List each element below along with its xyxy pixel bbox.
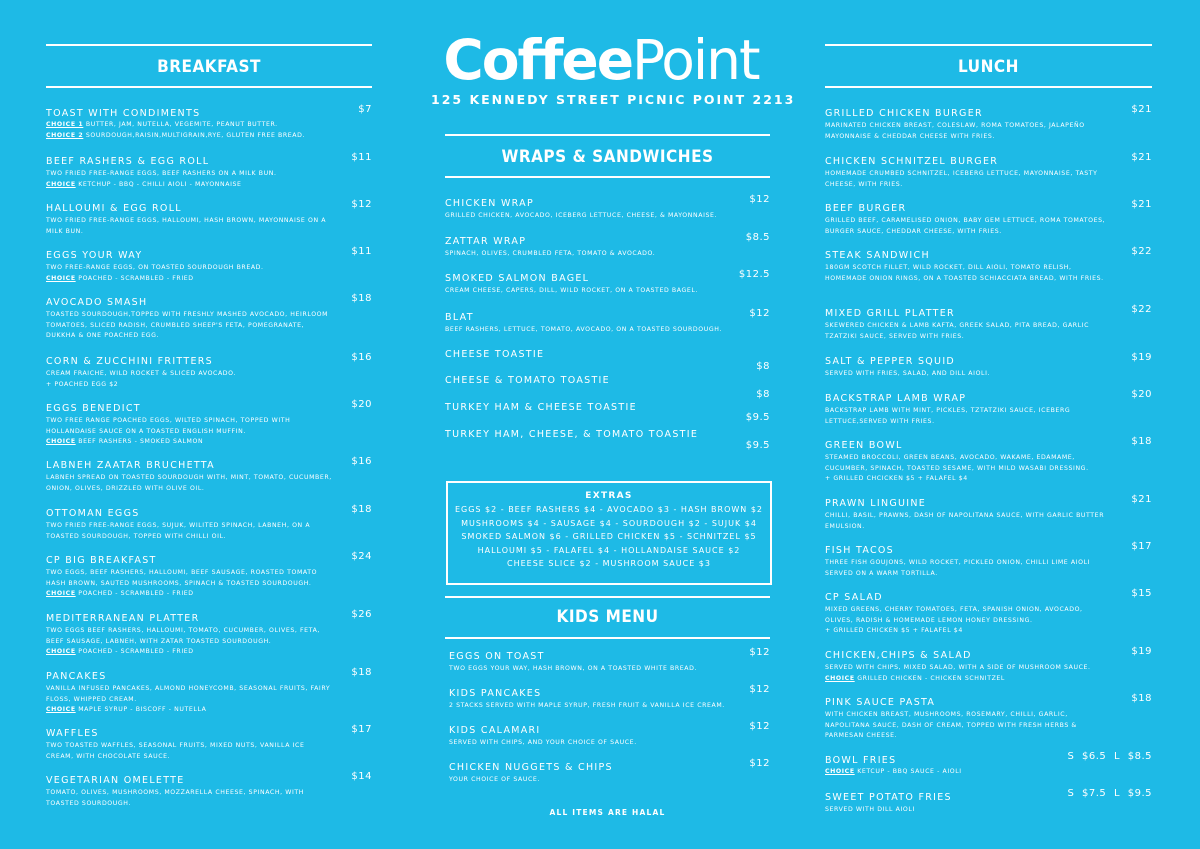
item-price: $21 [1131, 104, 1152, 115]
item-description: YOUR CHOICE OF SAUCE. [449, 776, 540, 783]
item-option: CHOICE KETCUP - BBQ SAUCE - AIOLI [825, 768, 962, 775]
item-description: TWO FRIED FREE-RANGE EGGS, BEEF RASHERS ON A MILK BUN. [46, 170, 277, 177]
item-price: $12 [749, 647, 770, 658]
item-name: CP SALAD [825, 592, 883, 603]
menu-item [449, 721, 770, 749]
item-name: CHICKEN,CHIPS & SALAD [825, 650, 972, 661]
item-description: SERVED WITH DILL AIOLI [825, 806, 915, 813]
menu-item [46, 504, 372, 542]
divider [445, 596, 770, 598]
item-name: KIDS CALAMARI [449, 725, 541, 736]
menu-item [825, 588, 1152, 637]
item-description: CREAM CHEESE, CAPERS, DILL, WILD ROCKET, ON A TOASTED BAGEL. [445, 287, 698, 294]
toastie-price: $8 [756, 361, 770, 372]
divider [825, 44, 1152, 46]
item-option: CHOICE POACHED - SCRAMBLED - FRIED [46, 648, 194, 655]
item-price: $12 [749, 194, 770, 205]
item-name: BLAT [445, 312, 474, 323]
menu-item [46, 771, 372, 809]
wraps-title: WRAPS & SANDWICHES [501, 147, 714, 167]
item-price: $12.5 [738, 269, 770, 280]
item-description: 180GM SCOTCH FILLET, WILD ROCKET, DILL AIOLI, TOMATO RELISH, HOMEMADE ONION RINGS, ON A TOASTED SCHIACCIATA BREAD, WITH FRIES. [825, 264, 1104, 282]
item-price: $12 [749, 308, 770, 319]
item-price: $22 [1131, 304, 1152, 315]
item-description: TOMATO, OLIVES, MUSHROOMS, MOZZARELLA CHEESE, SPINACH, WITH TOASTED SOURDOUGH. [46, 789, 305, 807]
item-name: KIDS PANCAKES [449, 688, 542, 699]
item-price: $21 [1131, 494, 1152, 505]
item-description: SKEWERED CHICKEN & LAMB KAFTA, GREEK SALAD, PITA BREAD, GARLIC TZATZIKI SAUCE, SERVED WITH FRIES. [825, 322, 1090, 340]
item-description: SPINACH, OLIVES, CRUMBLED FETA, TOMATO & AVOCADO. [445, 250, 656, 257]
item-name: GREEN BOWL [825, 440, 903, 451]
item-description: BACKSTRAP LAMB WITH MINT, PICKLES, TZTATZIKI SAUCE, ICEBERG LETTUCE,SERVED WITH FRIES. [825, 407, 1071, 425]
brand-logo: CoffeePoint [443, 28, 759, 92]
item-name: FISH TACOS [825, 545, 894, 556]
extras-line: EGGS $2 - BEEF RASHERS $4 - AVOCADO $3 - HASH BROWN $2 [454, 505, 764, 514]
lunch-title: LUNCH [958, 57, 1019, 77]
item-description: SERVED WITH CHIPS, AND YOUR CHOICE OF SAUCE. [449, 739, 637, 746]
divider [445, 637, 770, 639]
item-description: BEEF RASHERS, LETTUCE, TOMATO, AVOCADO, ON A TOASTED SOURDOUGH. [445, 326, 722, 333]
item-price: $7 [358, 104, 372, 115]
item-price: $16 [351, 352, 372, 363]
item-addon: + GRILLED CHICKEN $5 + FALAFEL $4 [825, 627, 963, 634]
toastie-price: $9.5 [745, 440, 770, 451]
item-price: $15 [1131, 588, 1152, 599]
breakfast-column [46, 0, 372, 849]
menu-item [825, 751, 1152, 778]
halal-note: ALL ITEMS ARE HALAL [549, 808, 666, 817]
item-name: BACKSTRAP LAMB WRAP [825, 393, 967, 404]
item-price: $17 [351, 724, 372, 735]
extras-line: MUSHROOMS $4 - SAUSAGE $4 - SOURDOUGH $2 - SUJUK $4 [461, 518, 757, 528]
menu-item [46, 399, 372, 448]
item-name: OTTOMAN EGGS [46, 508, 140, 519]
item-price: $18 [351, 293, 372, 304]
item-description: THREE FISH GOUJONS, WILD ROCKET, PICKLED ONION, CHILLI LIME AIOLI SERVED ON A WARM TORTILLA. [825, 559, 1091, 577]
extras-line: SMOKED SALMON $6 - GRILLED CHICKEN $5 - SCHNITZEL $5 [461, 532, 757, 541]
menu-item [46, 667, 372, 716]
item-price: $12 [749, 684, 770, 695]
menu-item [46, 551, 372, 600]
menu-item [825, 352, 1152, 380]
item-price: $18 [351, 667, 372, 678]
item-name: WAFFLES [46, 728, 99, 739]
menu-item [825, 304, 1152, 342]
item-name: AVOCADO SMASH [46, 297, 148, 308]
item-description: TWO EGGS, BEEF RASHERS, HALLOUMI, BEEF SAUSAGE, ROASTED TOMATO HASH BROWN, SAUTED MUSHROOMS, SPINACH & TOASTED SOURDOUGH. [46, 569, 318, 587]
item-description: WITH CHICKEN BREAST, MUSHROOMS, ROSEMARY, CHILLI, GARLIC, NAPOLITANA SAUCE, DASH OF CREAM, TOPPED WITH FRESH HERBS & PARMESAN CHEESE. [825, 711, 1077, 739]
item-price: $14 [351, 771, 372, 782]
item-price: S $6.5 L $8.5 [1067, 751, 1152, 762]
menu-item [445, 269, 770, 297]
item-description: TWO FRIED FREE-RANGE EGGS, HALLOUMI, HASH BROWN, MAYONNAISE ON A MILK BUN. [46, 217, 327, 235]
menu-item [825, 693, 1152, 742]
item-name: CP BIG BREAKFAST [46, 555, 157, 566]
menu-item [825, 788, 1152, 816]
item-description: HOMEMADE CRUMBED SCHNITZEL, ICEBERG LETTUCE, MAYONNAISE, TASTY CHEESE, WITH FRIES. [825, 170, 1098, 188]
item-price: $11 [351, 152, 372, 163]
toastie-price: $9.5 [745, 412, 770, 423]
divider [825, 86, 1152, 88]
item-description: MARINATED CHICKEN BREAST, COLESLAW, ROMA TOMATOES, JALAPEÑO MAYONNAISE & CHEDDAR CHEESE WITH FRIES. [825, 122, 1085, 140]
item-name: GRILLED CHICKEN BURGER [825, 108, 983, 119]
menu-item [825, 436, 1152, 485]
item-name: VEGETARIAN OMELETTE [46, 775, 185, 786]
item-option: CHOICE POACHED - SCRAMBLED - FRIED [46, 274, 194, 282]
middle-column [445, 0, 770, 849]
toastie-item: TURKEY HAM & CHEESE TOASTIE [445, 402, 637, 413]
menu-item [449, 758, 770, 786]
item-name: MEDITERRANEAN PLATTER [46, 613, 200, 624]
item-description: TOASTED SOURDOUGH,TOPPED WITH FRESHLY MASHED AVOCADO, HEIRLOOM TOMATOES, SLICED RADISH, CRUMBLED SHEEP'S FETA, POMEGRANATE, DUKKHA & ONE POACHED EGG. [46, 311, 329, 339]
item-option: CHOICE KETCHUP - BBQ - CHILLI AIOLI - MAYONNAISE [46, 180, 242, 188]
item-description: SERVED WITH CHIPS, MIXED SALAD, WITH A SIDE OF MUSHROOM SAUCE. [825, 664, 1091, 671]
toastie-item: TURKEY HAM, CHEESE, & TOMATO TOASTIE [445, 429, 699, 440]
item-price: $8.5 [745, 232, 770, 243]
toastie-item: CHEESE TOASTIE [445, 349, 545, 360]
menu-item [825, 199, 1152, 237]
extras-box [446, 481, 772, 585]
menu-item [445, 232, 770, 260]
menu-item [825, 104, 1152, 142]
item-price: $22 [1131, 246, 1152, 257]
item-description: TWO FRIED FREE-RANGE EGGS, SUJUK, WILITED SPINACH, LABNEH, ON A TOASTED SOURDOUGH, TOPPED WITH CHILLI OIL. [46, 522, 311, 540]
item-price: $12 [351, 199, 372, 210]
item-name: STEAK SANDWICH [825, 250, 930, 261]
menu-item [825, 494, 1152, 532]
menu-item [46, 104, 372, 141]
extras-title: EXTRAS [585, 491, 633, 501]
item-price: $18 [1131, 693, 1152, 704]
menu-item [46, 152, 372, 190]
item-name: BOWL FRIES [825, 755, 897, 766]
item-description: TWO TOASTED WAFFLES, SEASONAL FRUITS, MIXED NUTS, VANILLA ICE CREAM, WITH CHOCOLATE SAUCE. [46, 742, 305, 760]
item-description: 2 STACKS SERVED WITH MAPLE SYRUP, FRESH FRUIT & VANILLA ICE CREAM. [449, 702, 725, 709]
item-addon: + GRILLED CHCICKEN $5 + FALAFEL $4 [825, 475, 968, 482]
item-option: CHOICE BEEF RASHERS - SMOKED SALMON [46, 438, 204, 445]
extras-line: HALLOUMI $5 - FALAFEL $4 - HOLLANDAISE SAUCE $2 [477, 545, 741, 555]
item-price: $20 [1131, 389, 1152, 400]
item-price: $21 [1131, 152, 1152, 163]
item-name: PANCAKES [46, 671, 107, 682]
item-price: $11 [351, 246, 372, 257]
item-description: TWO EGGS YOUR WAY, HASH BROWN, ON A TOASTED WHITE BREAD. [449, 665, 698, 672]
item-name: HALLOUMI & EGG ROLL [46, 203, 182, 214]
item-description: TWO FREE-RANGE EGGS, ON TOASTED SOURDOUGH BREAD. [46, 264, 264, 271]
menu-item [46, 293, 372, 342]
item-option: CHOICE 1 BUTTER, JAM, NUTELLA, VEGEMITE, PEANUT BUTTER. [46, 121, 278, 128]
menu-item [449, 684, 770, 712]
item-name: EGGS BENEDICT [46, 403, 141, 414]
lunch-column [825, 0, 1152, 849]
item-price: $18 [1131, 436, 1152, 447]
item-description: MIXED GREENS, CHERRY TOMATOES, FETA, SPANISH ONION, AVOCADO, OLIVES, RADISH & HOMEMADE LEMON HONEY DRESSING. [825, 606, 1083, 624]
menu-item [825, 152, 1152, 190]
item-option: CHOICE 2 SOURDOUGH,RAISIN,MULTIGRAIN,RYE, GLUTEN FREE BREAD. [46, 131, 306, 139]
item-description: CREAM FRAICHE, WILD ROCKET & SLICED AVOCADO. [46, 370, 236, 377]
toastie-item: CHEESE & TOMATO TOASTIE [445, 375, 610, 386]
item-description: TWO EGGS BEEF RASHERS, HALLOUMI, TOMATO, CUCUMBER, OLIVES, FETA, BEEF SAUSAGE, LABNEH, WITH ZATAR TOASTED SOURDOUGH. [46, 627, 320, 645]
item-name: CORN & ZUCCHINI FRITTERS [46, 356, 214, 367]
item-name: PINK SAUCE PASTA [825, 697, 936, 708]
divider [445, 176, 770, 178]
item-price: $16 [351, 456, 372, 467]
item-price: $26 [351, 609, 372, 620]
item-name: BEEF RASHERS & EGG ROLL [46, 156, 210, 167]
menu-item [825, 389, 1152, 427]
menu-item [449, 647, 770, 675]
item-name: CHICKEN NUGGETS & CHIPS [449, 762, 613, 773]
item-description: STEAMED BROCCOLI, GREEN BEANS, AVOCADO, WAKAME, EDAMAME, CUCUMBER, SPINACH, TOASTED SESAME, WITH MILD WASABI DRESSING. [825, 454, 1089, 472]
item-description: CHILLI, BASIL, PRAWNS, DASH OF NAPOLITANA SAUCE, WITH GARLIC BUTTER EMULSION. [825, 512, 1105, 530]
menu-item [825, 246, 1152, 284]
item-price: $21 [1131, 199, 1152, 210]
divider [46, 86, 372, 88]
item-addon: + POACHED EGG $2 [46, 380, 119, 388]
menu-item [825, 541, 1152, 579]
menu-item [46, 246, 372, 284]
item-description: LABNEH SPREAD ON TOASTED SOURDOUGH WITH, MINT, TOMATO, CUCUMBER, ONION, OLIVES, DRIZZLED WITH OLIVE OIL. [46, 474, 332, 492]
item-option: CHOICE POACHED - SCRAMBLED - FRIED [46, 590, 194, 597]
item-name: PRAWN LINGUINE [825, 498, 927, 509]
item-name: TOAST WITH CONDIMENTS [46, 108, 201, 119]
item-option: CHOICE GRILLED CHICKEN - CHICKEN SCHNITZEL [825, 674, 1005, 682]
item-name: CHICKEN SCHNITZEL BURGER [825, 156, 999, 167]
item-price: $18 [351, 504, 372, 515]
item-description: VANILLA INFUSED PANCAKES, ALMOND HONEYCOMB, SEASONAL FRUITS, FAIRY FLOSS, WHIPPED CREAM. [46, 685, 331, 703]
brand-address: 125 KENNEDY STREET PICNIC POINT 2213 [431, 92, 796, 107]
menu-item [46, 199, 372, 237]
item-description: GRILLED CHICKEN, AVOCADO, ICEBERG LETTUCE, CHEESE, & MAYONNAISE. [445, 212, 718, 219]
item-description: GRILLED BEEF, CARAMELISED ONION, BABY GEM LETTUCE, ROMA TOMATOES, BURGER SAUCE, CHEDDAR CHEESE, WITH FRIES. [825, 217, 1106, 235]
item-name: EGGS YOUR WAY [46, 250, 143, 261]
item-description: SERVED WITH FRIES, SALAD, AND DILL AIOLI. [825, 370, 991, 377]
breakfast-title: BREAKFAST [157, 57, 261, 77]
item-name: EGGS ON TOAST [449, 651, 545, 662]
kids-title: KIDS MENU [556, 607, 659, 627]
menu-item [445, 194, 770, 222]
item-name: CHICKEN WRAP [445, 198, 535, 209]
item-price: $17 [1131, 541, 1152, 552]
menu-item [46, 724, 372, 762]
menu-item [825, 646, 1152, 684]
item-name: SMOKED SALMON BAGEL [445, 273, 590, 284]
toastie-price: $8 [756, 389, 770, 400]
item-name: MIXED GRILL PLATTER [825, 308, 955, 319]
item-price: $12 [749, 758, 770, 769]
item-price: S $7.5 L $9.5 [1067, 788, 1152, 799]
item-description: TWO FREE RANGE POACHED EGGS, WILTED SPINACH, TOPPED WITH HOLLANDAISE SAUCE ON A TOASTED ENGLISH MUFFIN. [46, 417, 291, 435]
menu-item [46, 456, 372, 494]
item-name: SWEET POTATO FRIES [825, 792, 952, 803]
item-price: $19 [1131, 352, 1152, 363]
item-name: ZATTAR WRAP [445, 236, 527, 247]
item-price: $24 [351, 551, 372, 562]
extras-line: CHEESE SLICE $2 - MUSHROOM SAUCE $3 [507, 559, 711, 568]
item-name: SALT & PEPPER SQUID [825, 356, 956, 367]
divider [46, 44, 372, 46]
item-price: $12 [749, 721, 770, 732]
item-option: CHOICE MAPLE SYRUP - BISCOFF - NUTELLA [46, 706, 207, 713]
menu-item [46, 609, 372, 658]
menu-item [46, 352, 372, 390]
divider [445, 134, 770, 136]
item-price: $20 [351, 399, 372, 410]
item-price: $19 [1131, 646, 1152, 657]
menu-item [445, 308, 770, 336]
item-name: LABNEH ZAATAR BRUCHETTA [46, 460, 215, 471]
item-name: BEEF BURGER [825, 203, 907, 214]
